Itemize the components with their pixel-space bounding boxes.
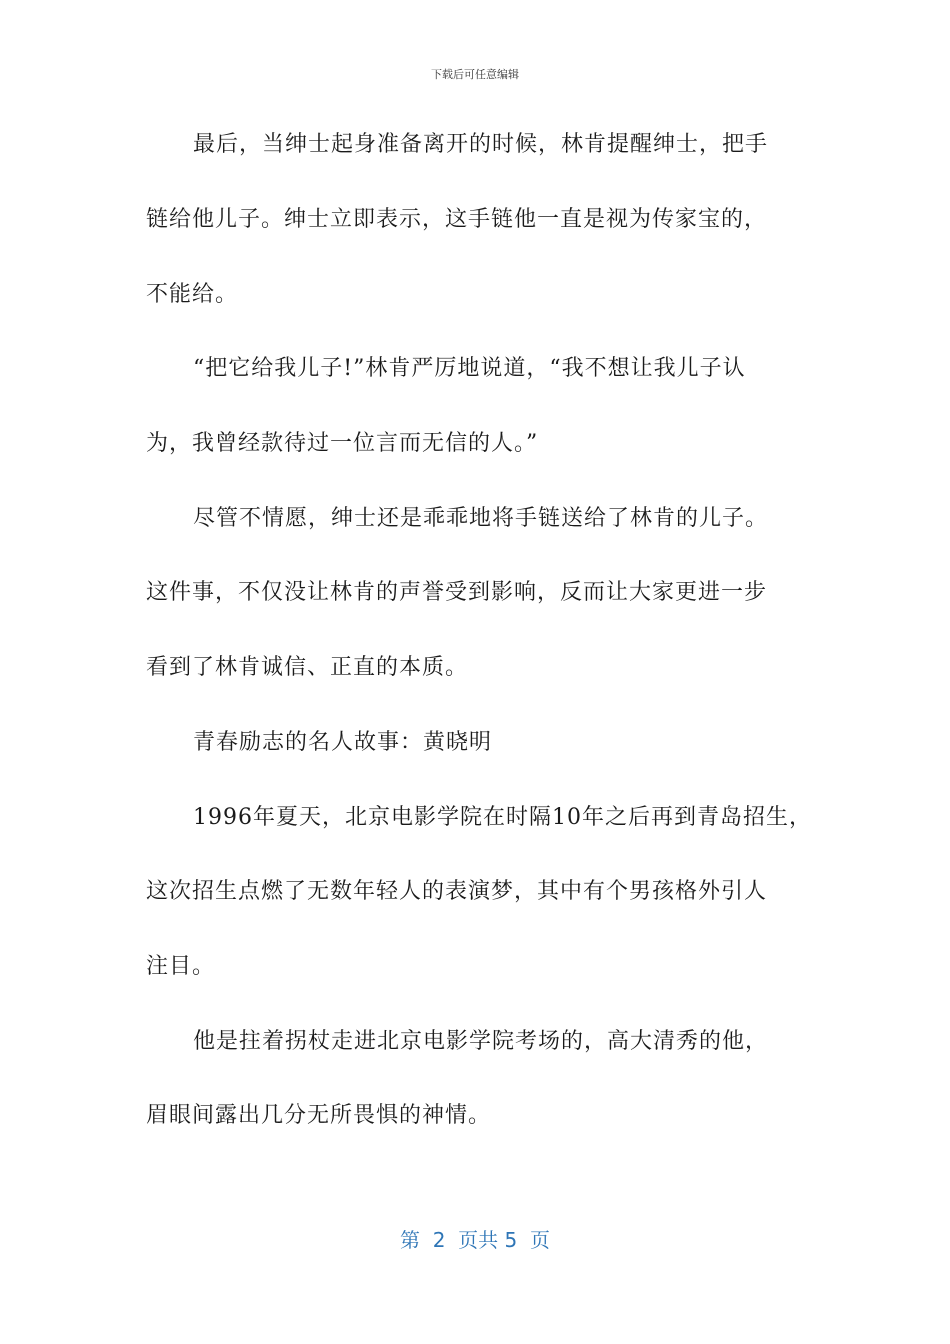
paragraph-3-line-2: 这件事，不仅没让林肯的声誉受到影响，反而让大家更进一步	[146, 580, 768, 605]
paragraph-1-line-2: 链给他儿子。绅士立即表示，这手链他一直是视为传家宝的，	[146, 207, 768, 232]
paragraph-2-line-2: 为，我曾经款待过一位言而无信的人。”	[146, 431, 539, 456]
paragraph-1-line-3: 不能给。	[146, 282, 239, 307]
paragraph-5-line-2: 眉眼间露出几分无所畏惧的神情。	[146, 1103, 492, 1128]
section-heading: 青春励志的名人故事：黄晓明	[193, 730, 493, 755]
paragraph-1-line-1: 最后，当绅士起身准备离开的时候，林肯提醒绅士，把手	[193, 132, 769, 157]
page-number-footer: 第 2 页共 5 页	[400, 1228, 550, 1252]
paragraph-4-line-3: 注目。	[146, 954, 216, 979]
paragraph-2-line-1: “把它给我儿子!”林肯严厉地说道，“我不想让我儿子认	[193, 356, 746, 381]
paragraph-3-line-3: 看到了林肯诚信、正直的本质。	[146, 655, 469, 680]
paragraph-5-line-1: 他是拄着拐杖走进北京电影学院考场的，高大清秀的他，	[193, 1029, 769, 1054]
page-header: 下载后可任意编辑	[431, 68, 519, 81]
paragraph-3-line-1: 尽管不情愿，绅士还是乖乖地将手链送给了林肯的儿子。	[193, 506, 769, 531]
paragraph-4-line-1: 1996年夏天，北京电影学院在时隔10年之后再到青岛招生，	[193, 805, 812, 830]
paragraph-4-line-2: 这次招生点燃了无数年轻人的表演梦，其中有个男孩格外引人	[146, 879, 768, 904]
